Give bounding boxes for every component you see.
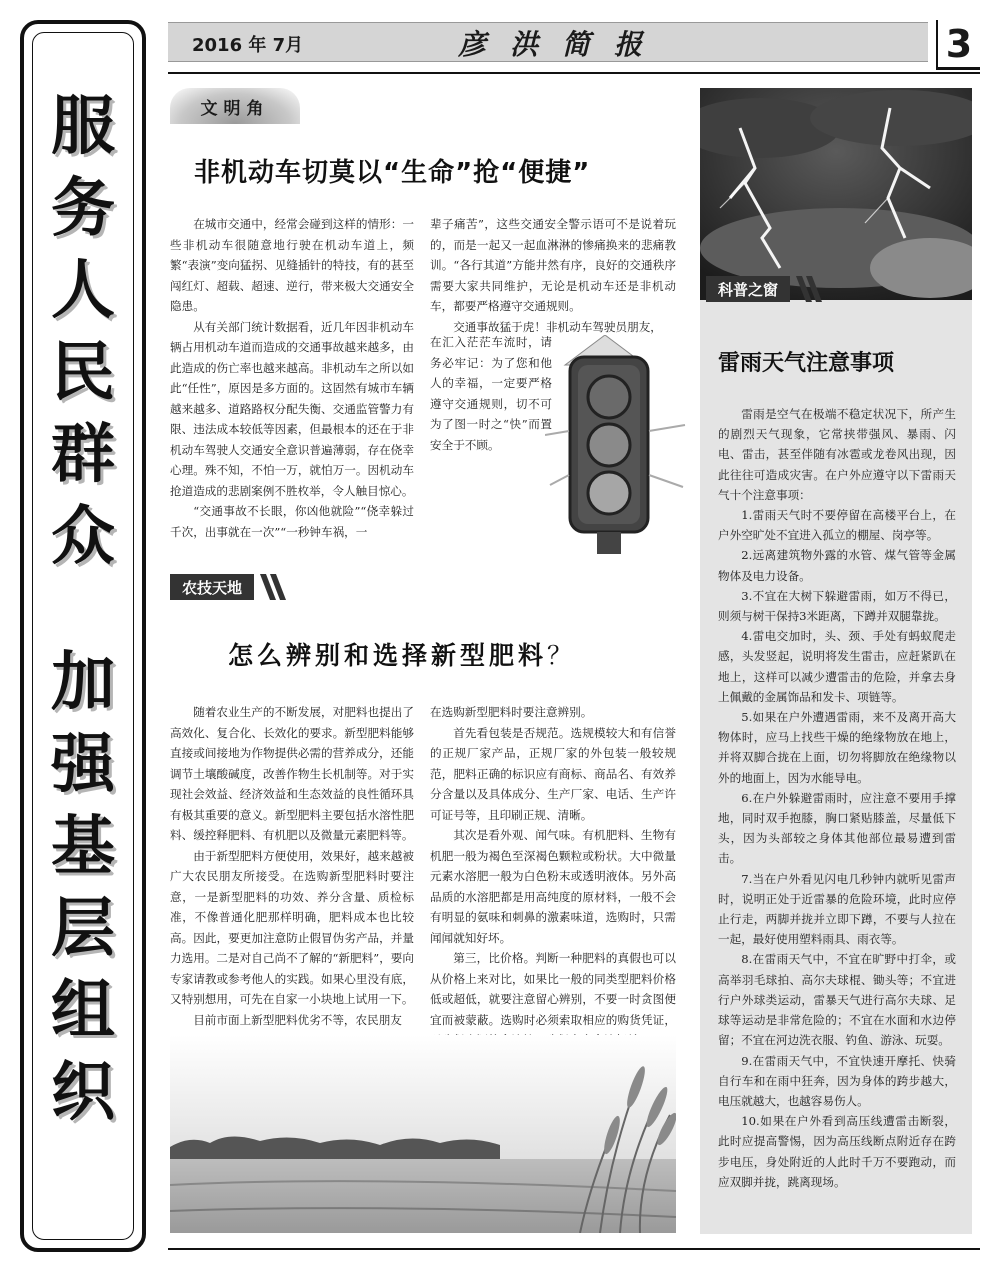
slogan-char: 强	[51, 728, 115, 802]
paragraph: “交通事故不长眼，你凶他就险”“侥幸躲过千次，出事就在一次”“一秒钟车祸，一	[170, 504, 414, 539]
title-char: 报	[614, 28, 645, 61]
article2-title: 怎么辨别和选择新型肥料	[228, 641, 548, 670]
slogan-char: 织	[51, 1056, 115, 1130]
list-item: 4.雷电交加时，头、颈、手处有蚂蚁爬走感，头发竖起，说明将发生雷击，应赶紧趴在地上，这样可以减少遭雷击的危险，并拿去身上佩戴的金属饰品和发卡、项链等。	[718, 629, 956, 704]
slogan-char: 众	[51, 500, 115, 574]
traffic-light-illustration	[545, 335, 690, 555]
article1-headline: 非机动车切莫以“生命”抢“便捷”	[194, 158, 591, 188]
issue-date: 2016 年 7月	[192, 35, 304, 56]
paragraph: 辈子痛苦”，这些交通安全警示语可不是说着玩的，而是一起又一起血淋淋的惨痛换来的悲痛教训。“各行其道”方能井然有序，良好的交通秩序需要大家共同维护，无论是机动车还是非机动车，都要严格遵守交通规则。	[430, 217, 676, 313]
traffic-light-icon	[545, 335, 685, 554]
slogan-char: 务	[51, 172, 115, 246]
thunderstorm-photo	[700, 88, 972, 300]
paragraph: 在选购新型肥料时要注意辨别。	[430, 705, 593, 719]
section-tag-nongji	[170, 574, 288, 600]
paragraph: 从有关部门统计数据看，近几年因非机动车辆占用机动车道而造成的交通事故越来越多，由此造成的伤亡率也越来越高。非机动车之所以如此“任性”，原因是多方面的。这固然有城市车辆越来越多、道路路权分配失衡、交通监管警力有限、违法成本较低等因素，但最根本的还在于非机动车驾驶人交通安全意识普遍薄弱，存在侥幸心理。殊不知，不怕一万，就怕万一。因机动车抢道造成的悲剧案例不胜枚举，令人触目惊心。	[170, 319, 414, 498]
list-item: 8.在雷雨天气中，不宜在旷野中打伞，或高举羽毛球拍、高尔夫球棍、锄头等；不宜进行户外球类运动，雷暴天气进行高尔夫球、足球等运动是非常危险的；不宜在水面和水边停留；不宜在河边洗衣服、钓鱼、游泳、玩耍。	[718, 952, 956, 1048]
slogan-char: 组	[51, 974, 115, 1048]
slogan-char: 层	[51, 892, 115, 966]
list-item: 1.雷雨天气时不要停留在高楼平台上，在户外空旷处不宜进入孤立的棚屋、岗亭等。	[718, 508, 956, 543]
slogan-char: 人	[51, 254, 115, 328]
paragraph: 由于新型肥料方便使用，效果好，越来越被广大农民朋友所接受。在选购新型肥料时要注意，一是新型肥料的功效、养分含量、质检标准，不像普通化肥那样明确，肥料成本也比较高。因此，要更加注意防止假冒伪劣产品，并量力选用。二是对自己尚不了解的“新肥料”，要向专家请教或参考他人的实践。如果心里没有底，又特别想用，可先在自家一小块地上试用一下。	[170, 848, 414, 1006]
article1-column-2	[430, 214, 676, 337]
paragraph: 交通事故猛于虎！非机动车驾驶员朋友，	[453, 319, 662, 334]
slogan-char: 加	[51, 646, 115, 720]
newsletter-title	[458, 23, 644, 63]
slogan-char: 服	[51, 90, 115, 164]
footer-divider	[168, 1248, 980, 1250]
slash-decoration-icon	[794, 276, 824, 302]
masthead-bar	[168, 22, 928, 62]
article1-column-2-wrap	[430, 332, 552, 455]
slogan-text	[24, 86, 142, 1218]
slogan-char: 民	[51, 336, 115, 410]
list-item: 3.不宜在大树下躲避雷雨，如万不得已，则须与树干保持3米距离，下蹲并双腿靠拢。	[718, 588, 956, 624]
article2-title-mark: ？	[547, 641, 573, 670]
slogan-char: 群	[51, 418, 115, 492]
section-tag-wenming: 文明角	[170, 88, 300, 124]
list-item: 2.远离建筑物外露的水管、煤气管等金属物体及电力设备。	[718, 548, 956, 583]
section-tag-kepu	[706, 276, 824, 302]
list-item: 7.当在户外看见闪电几秒钟内就听见雷声时，说明正处于近雷暴的危险环境，此时应停止行走，两脚并拢并立即下蹲，不要与人拉在一起，最好使用塑料雨具、雨衣等。	[718, 871, 956, 947]
slogan-char: 基	[51, 810, 115, 884]
slash-decoration-icon	[258, 574, 288, 600]
paragraph: 目前市面上新型肥料优劣不等，农民朋友	[193, 1012, 402, 1027]
article3-body	[718, 404, 956, 1192]
paragraph: 在汇入茫茫车流时，请务必牢记：为了您和他人的幸福，一定要严格遵守交通规则，切不可为了图一时之“快”而置安全于不顾。	[430, 335, 552, 452]
paragraph: 雷雨是空气在极端不稳定状况下，所产生的剧烈天气现象，它常挟带强风、暴雨、闪电、雷击，甚至伴随有冰雹或龙卷风出现，因此往往可造成灾害。在户外应遵守以下雷雨天气十个注意事项：	[718, 407, 956, 502]
article2-column-1	[170, 702, 414, 1030]
page-number: 3	[936, 20, 980, 70]
slogan-frame	[20, 20, 146, 1252]
list-item: 10.如果在户外看到高压线遭雷击断裂，此时应提高警惕，因为高压线断点附近存在跨步电压，身处附近的人此时千万不要跑动，而应双脚并拢，跳离现场。	[718, 1114, 956, 1189]
paragraph: 在城市交通中，经常会碰到这样的情形：一些非机动车很随意地行驶在机动车道上，频繁“表演”变向猛拐、见缝插针的特技，有的甚至闯红灯、超载、超速、逆行，带来极大交通安全隐患。	[170, 217, 414, 313]
article2-column-2	[430, 702, 676, 1051]
title-char: 简	[562, 28, 593, 61]
paragraph: 随着农业生产的不断发展，对肥料也提出了高效化、复合化、长效化的要求。新型肥料能够直接或间接地为作物提供必需的营养成分，还能调节土壤酸碱度，改善作物生长机制等。对于实现社会效益、经济效益和生态效益的良性循环具有极其重要的意义。新型肥料主要包括水溶性肥料、缓控释肥料、有机肥以及微量元素肥料等。	[170, 705, 414, 842]
paragraph: 首先看包装是否规范。选规模较大和有信誉的正规厂家产品，正规厂家的外包装一般较规范，肥料正确的标识应有商标、商品名、有效养分含量以及具体成分、生产厂家、电话、生产许可证号等，且印刷正规、清晰。	[430, 725, 676, 822]
paragraph: 其次是看外观、闻气味。有机肥料、生物有机肥一般为褐色至深褐色颗粒或粉状。大中微量元素水溶肥一般为白色粉末或透明液体。另外高品质的水溶肥都是用高纯度的原材料，一般不会有明显的氨味和刺鼻的激素味道，选购时，只需闻闻就知好坏。	[430, 828, 676, 945]
section-tag-label: 农技天地	[170, 574, 254, 600]
article3-headline: 雷雨天气注意事项	[718, 351, 895, 376]
title-char: 彦	[458, 28, 489, 61]
list-item: 5.如果在户外遭遇雷雨，来不及离开高大物体时，应马上找些干燥的绝缘物放在地上，并将双脚合拢在上面，切勿将脚放在绝缘物以外的地面上，因为水能导电。	[718, 710, 956, 785]
list-item: 9.在雷雨天气中，不宜快速开摩托、快骑自行车和在雨中狂奔，因为身体的跨步越大，电压就越大，也越容易伤人。	[718, 1053, 956, 1108]
title-char: 洪	[510, 28, 541, 61]
paragraph: 第三，比价格。判断一种肥料的真假也可以从价格上来对比，如果比一般的同类型肥料价格低或超低，就要注意留心辨别，不要一时贪图便宜而被蒙蔽。选购时必须索取相应的购货凭证，	[430, 951, 676, 1027]
section-tag-label: 科普之窗	[706, 276, 790, 302]
wheat-field-photo	[170, 1035, 676, 1233]
article2-headline	[228, 636, 572, 672]
list-item: 6.在户外躲避雷雨时，应注意不要用手撑地，同时双手抱膝，胸口紧贴膝盖，尽量低下头，因为头部较之身体其他部位最易遭到雷击。	[718, 790, 956, 866]
article1-column-1	[170, 214, 414, 542]
header-divider	[168, 72, 980, 74]
